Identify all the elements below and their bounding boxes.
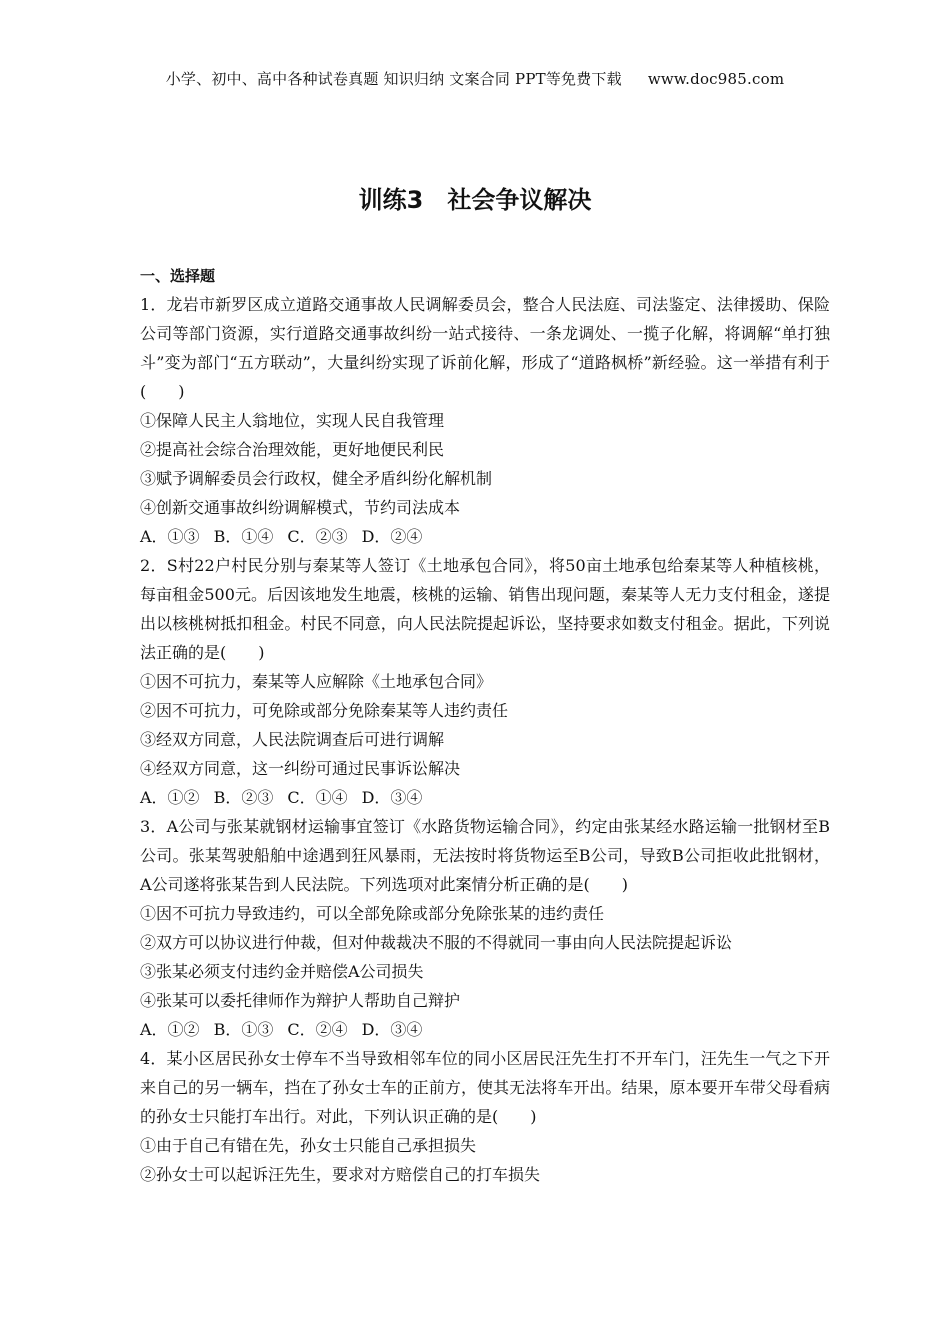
page-header — [0, 68, 950, 89]
answer-choice-a: A．①② — [140, 788, 200, 807]
statement-option: ②孙女士可以起诉汪先生，要求对方赔偿自己的打车损失 — [140, 1165, 541, 1184]
statement-option: ②双方可以协议进行仲裁，但对仲裁裁决不服的不得就同一事由向人民法院提起诉讼 — [140, 933, 733, 952]
question-3 — [140, 812, 830, 1044]
statement-option: ④经双方同意，这一纠纷可通过民事诉讼解决 — [140, 759, 461, 778]
header-url[interactable]: www.doc985.com — [647, 70, 785, 88]
answer-choice-c: C．①④ — [287, 788, 348, 807]
answer-choice-a: A．①② — [140, 1020, 200, 1039]
statement-option: ②因不可抗力，可免除或部分免除秦某等人违约责任 — [140, 701, 509, 720]
page-title — [0, 180, 950, 215]
question-stem: 4．某小区居民孙女士停车不当导致相邻车位的同小区居民汪先生打不开车门，汪先生一气之下开来自己的另一辆车，挡在了孙女士车的正前方，使其无法将车开出。结果，原本要开车带父母看病的孙女士只能打车出行。对此，下列认识正确的是( ) — [140, 1049, 830, 1126]
statement-option: ③经双方同意，人民法院调查后可进行调解 — [140, 730, 445, 749]
statement-option: ②提高社会综合治理效能，更好地便民利民 — [140, 440, 445, 459]
answer-choice-d: D．②④ — [361, 527, 423, 546]
question-2 — [140, 551, 830, 812]
answer-choice-b: B．①④ — [213, 527, 274, 546]
statement-option: ①保障人民主人翁地位，实现人民自我管理 — [140, 411, 445, 430]
section-title: 一、选择题 — [140, 267, 216, 285]
answer-choices — [140, 783, 830, 812]
question-4 — [140, 1044, 830, 1189]
statement-option: ③张某必须支付违约金并赔偿A公司损失 — [140, 962, 424, 981]
answer-choices — [140, 522, 830, 551]
statement-option: ④创新交通事故纠纷调解模式，节约司法成本 — [140, 498, 461, 517]
question-stem: 1．龙岩市新罗区成立道路交通事故人民调解委员会，整合人民法庭、司法鉴定、法律援助、保险公司等部门资源，实行道路交通事故纠纷一站式接待、一条龙调处、一揽子化解，将调解“单打独斗”变为部门“五方联动”，大量纠纷实现了诉前化解，形成了“道路枫桥”新经验。这一举措有利于( ) — [140, 295, 830, 401]
title-prefix: 训练3 — [358, 186, 424, 214]
statement-option: ①因不可抗力导致违约，可以全部免除或部分免除张某的违约责任 — [140, 904, 605, 923]
statement-option: ③赋予调解委员会行政权，健全矛盾纠纷化解机制 — [140, 469, 493, 488]
answer-choice-c: C．②③ — [287, 527, 348, 546]
question-1 — [140, 290, 830, 551]
answer-choices — [140, 1015, 830, 1044]
answer-choice-b: B．②③ — [213, 788, 274, 807]
answer-choice-b: B．①③ — [213, 1020, 274, 1039]
answer-choice-d: D．③④ — [361, 1020, 423, 1039]
header-text: 小学、初中、高中各种试卷真题 知识归纳 文案合同 PPT等免费下载 — [165, 70, 622, 88]
answer-choice-c: C．②④ — [287, 1020, 348, 1039]
statement-option: ④张某可以委托律师作为辩护人帮助自己辩护 — [140, 991, 461, 1010]
statement-option: ①因不可抗力，秦某等人应解除《土地承包合同》 — [140, 672, 493, 691]
question-stem: 2．S村22户村民分别与秦某等人签订《土地承包合同》，将50亩土地承包给秦某等人种植核桃，每亩租金500元。后因该地发生地震，核桃的运输、销售出现问题，秦某等人无力支付租金，遂提出以核桃树抵扣租金。村民不同意，向人民法院提起诉讼，坚持要求如数支付租金。据此，下列说法正确的是( ) — [140, 556, 830, 662]
title-main: 社会争议解决 — [447, 186, 592, 214]
document-body — [140, 262, 830, 1189]
statement-option: ①由于自己有错在先，孙女士只能自己承担损失 — [140, 1136, 477, 1155]
question-stem: 3．A公司与张某就钢材运输事宜签订《水路货物运输合同》，约定由张某经水路运输一批钢材至B公司。张某驾驶船舶中途遇到狂风暴雨，无法按时将货物运至B公司，导致B公司拒收此批钢材，A公司遂将张某告到人民法院。下列选项对此案情分析正确的是( ) — [140, 817, 830, 894]
answer-choice-a: A．①③ — [140, 527, 200, 546]
answer-choice-d: D．③④ — [361, 788, 423, 807]
